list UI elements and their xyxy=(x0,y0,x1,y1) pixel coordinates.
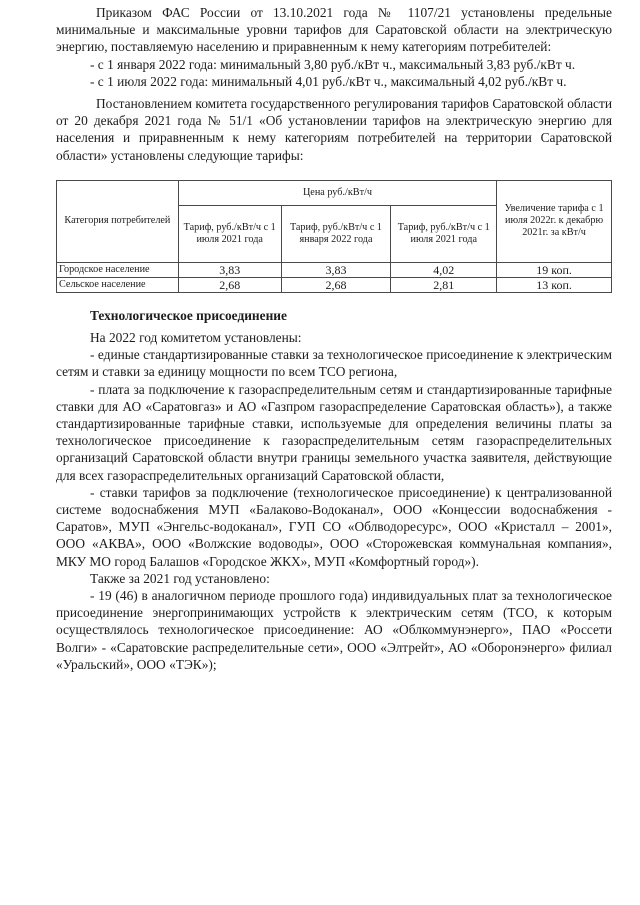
row-increase: 13 коп. xyxy=(497,277,612,292)
tariff-table-header-row xyxy=(57,180,612,205)
resolution-paragraph: Постановлением комитета государственного регулирования тарифов Саратовской области от 20 декабря 2021 года № 51/1 «Об установлении тарифов на электрическую энергию для населения и приравненным к нему категориям потребителей на территории Саратовской области» установлены следующие тарифы: xyxy=(56,96,612,163)
row-tariff-1: 3,83 xyxy=(178,262,281,277)
row-category: Сельское население xyxy=(57,277,179,292)
tariff-bullet-july: - с 1 июля 2022 года: минимальный 4,01 руб./кВт ч., максимальный 4,02 руб./кВт ч. xyxy=(90,73,567,89)
row-tariff-3: 4,02 xyxy=(391,262,497,277)
row-tariff-2: 2,68 xyxy=(281,277,391,292)
tech-lead: На 2022 год комитетом установлены: xyxy=(90,330,302,346)
row-tariff-1: 2,68 xyxy=(178,277,281,292)
row-tariff-3: 2,81 xyxy=(391,277,497,292)
row-increase: 19 коп. xyxy=(497,262,612,277)
header-price: Цена руб./кВт/ч xyxy=(178,180,496,205)
section-title-tech: Технологическое присоединение xyxy=(90,307,287,323)
tech-item-individual-fees: - 19 (46) в аналогичном периоде прошлого года) индивидуальных плат за технологическое присоединение энергопринимающих устройств к электрическим сетям (ТСО, к которым осуществлялось технологическое присоединение: АО «Облкоммунэнерго», ПАО «Россети Волги» - «Саратовские распределительные сети», ООО «Элтрейт», АО «Оборонэнерго» филиал «Уральский», ООО «ТЭК»); xyxy=(56,588,612,672)
intro-paragraph: Приказом ФАС России от 13.10.2021 года № 1107/21 установлены предельные минимальные и максимальные уровни тарифов для Саратовской области на электрическую энергию, поставляемую населению и приравненным к нему категориям потребителей: xyxy=(56,5,612,55)
table-row xyxy=(57,277,612,292)
table-row xyxy=(57,262,612,277)
header-tariff-col-1: Тариф, руб./кВт/ч с 1 июля 2021 года xyxy=(178,205,281,262)
document-page xyxy=(56,4,612,673)
header-tariff-col-2: Тариф, руб./кВт/ч с 1 января 2022 года xyxy=(281,205,391,262)
tech-item-water: - ставки тарифов за подключение (технологическое присоединение) к централизованной системе водоснабжения МУП «Балаково-Водоканал», ООО «Концессии водоснабжения - Саратов», МУП «Энгельс-водоканал», ГУП СО «Облводоресурс», ООО «Кристалл – 2001», ООО «АКВА», ООО «Волжские водоводы», ООО «Сторожевская коммунальная компания», МКУ МО город Балашов «Городское ЖКХ», МУП «Комфортный город»). xyxy=(56,484,612,569)
tariff-bullet-january: - с 1 января 2022 года: минимальный 3,80 руб./кВт ч., максимальный 3,83 руб./кВт ч. xyxy=(90,56,576,72)
tech-also: Также за 2021 год установлено: xyxy=(90,570,270,586)
header-category: Категория потребителей xyxy=(57,180,179,262)
row-tariff-2: 3,83 xyxy=(281,262,391,277)
row-category: Городское население xyxy=(57,262,179,277)
header-tariff-col-3: Тариф, руб./кВт/ч с 1 июля 2021 года xyxy=(391,205,497,262)
tech-item-gas: - плата за подключение к газораспределительным сетям и стандартизированные тарифные ставки для АО «Саратовгаз» и АО «Газпром газораспределение Саратовская область»), а также стандартизированные тарифные ставки, используемые для определения величины платы за технологическое присоединение к газораспределительным сетям газораспределительных организаций Саратовской области внутри границы земельного участка заявителя, действующие для всех газораспределительных организаций Саратовской области, xyxy=(56,381,612,483)
tariff-table xyxy=(56,180,612,293)
header-increase: Увеличение тарифа с 1 июля 2022г. к декабрю 2021г. за кВт/ч xyxy=(497,180,612,262)
tech-item-electric: - единые стандартизированные ставки за технологическое присоединение к электрическим сетям и ставки за единицу мощности по всем ТСО региона, xyxy=(56,347,612,380)
